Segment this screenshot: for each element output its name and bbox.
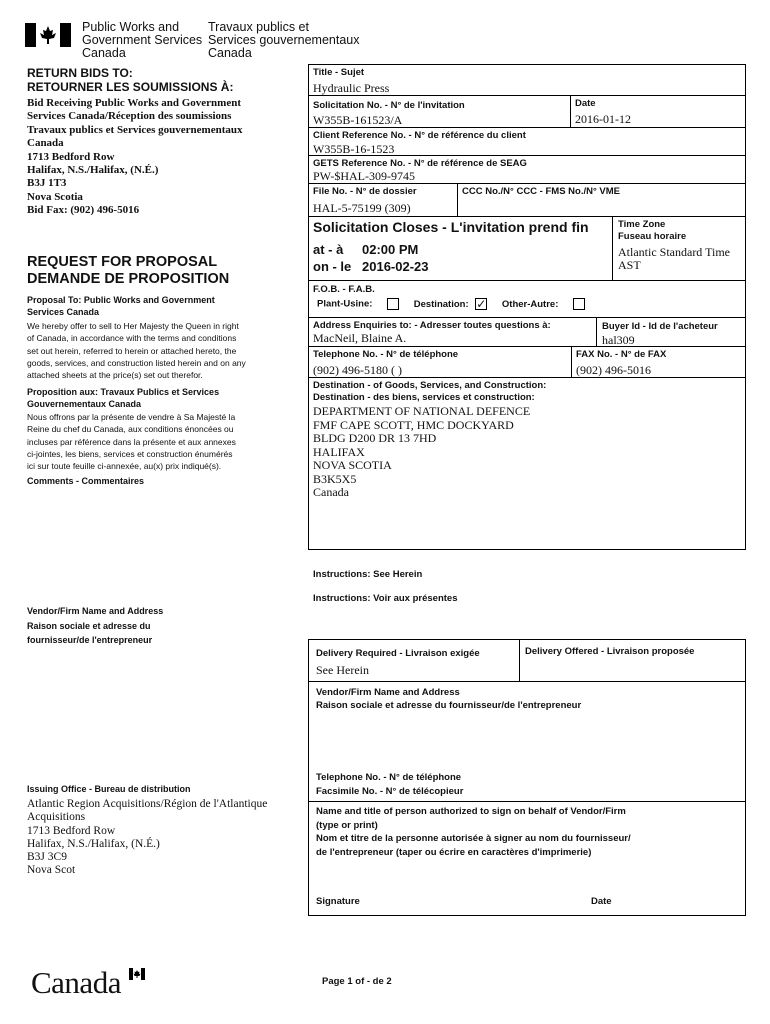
delivery-offered-label: Delivery Offered - Livraison proposée [525, 646, 695, 657]
title-value: Hydraulic Press [313, 81, 390, 95]
signature-label: Signature [316, 896, 360, 907]
fax-label: FAX No. - N° de FAX [576, 349, 667, 360]
department-name-en: Public Works and Government Services Canada [82, 20, 203, 60]
authorized-person-label: Name and title of person authorized to sign on behalf of Vendor/Firm (type or print) Nom et titre de la personne autorisée à signer au nom du fournisseur/ de l'entrepreneur (taper ou écrire en caractères d'imprimerie) [316, 806, 631, 858]
signature-date-label: Date [591, 896, 612, 907]
return-bids-title: RETURN BIDS TO: RETOURNER LES SOUMISSIONS À: [27, 66, 234, 94]
rfp-title: REQUEST FOR PROPOSAL DEMANDE DE PROPOSITION [27, 254, 230, 287]
time-zone-value: Atlantic Standard Time AST [618, 245, 730, 272]
telephone-value: (902) 496-5180 ( ) [313, 363, 402, 377]
vendor-facsimile-label: Facsimile No. - N° de télécopieur [316, 786, 464, 797]
wordmark-flag-icon [129, 968, 145, 980]
solicitation-closes-label: Solicitation Closes - L'invitation prend fin [313, 219, 589, 235]
solicitation-no-value: W355B-161523/A [313, 113, 403, 127]
closes-on-label: on - le [313, 259, 352, 274]
issuing-office-label: Issuing Office - Bureau de distribution [27, 784, 191, 794]
comments-label: Comments - Commentaires [27, 476, 145, 486]
destination-checkbox[interactable] [475, 298, 487, 310]
vendor-telephone-label: Telephone No. - N° de téléphone [316, 772, 462, 783]
file-no-label: File No. - N° de dossier [313, 186, 417, 197]
telephone-label: Telephone No. - N° de téléphone [313, 349, 459, 360]
destination-label: Destination: [413, 298, 469, 310]
time-zone-label: Time Zone Fuseau horaire [618, 219, 687, 242]
fax-value: (902) 496-5016 [576, 363, 651, 377]
closes-time: 02:00 PM [362, 242, 419, 257]
canada-flag-logo [25, 23, 71, 47]
buyer-id-label: Buyer Id - Id de l'acheteur [602, 321, 718, 332]
date-value: 2016-01-12 [575, 112, 631, 126]
canada-wordmark: Canada [31, 965, 121, 1001]
instructions-en: Instructions: See Herein [313, 569, 423, 580]
client-ref-label: Client Reference No. - N° de référence du client [313, 130, 526, 141]
title-label: Title - Sujet [313, 67, 365, 78]
gets-ref-value: PW-$HAL-309-9745 [313, 169, 415, 183]
address-enquiries-label: Address Enquiries to: - Adresser toutes questions à: [313, 320, 551, 331]
delivery-required-value: See Herein [316, 663, 369, 677]
date-label: Date [575, 98, 596, 109]
return-bids-address: Bid Receiving Public Works and Government Services Canada/Réception des soumissions Travaux publics et Services gouvernementaux Canada 1713 Bedford Row Halifax, N.S./Halifax, (N.É.) B3J 1T3 Nova Scotia Bid Fax: (902) 496-5016 [27, 97, 243, 217]
address-enquiries-value: MacNeil, Blaine A. [313, 331, 407, 345]
page-number: Page 1 of - de 2 [322, 976, 392, 987]
instructions-fr: Instructions: Voir aux présentes [313, 593, 458, 604]
proposal-to: Proposal To: Public Works and Government Services Canada [27, 295, 215, 317]
plant-usine-label: Plant-Usine: [317, 298, 373, 310]
department-name-fr: Travaux publics et Services gouvernementaux Canada [208, 20, 360, 60]
other-autre-label: Other-Autre: [501, 298, 559, 310]
solicitation-no-label: Solicitation No. - N° de l'invitation [313, 100, 465, 111]
buyer-id-value: hal309 [602, 333, 635, 347]
vendor-firm-left-label: Vendor/Firm Name and Address Raison sociale et adresse du fournisseur/de l'entrepreneur [27, 606, 164, 645]
checkmark-icon: ✓ [476, 297, 487, 311]
fob-label: F.O.B. - F.A.B. [313, 284, 375, 295]
file-no-value: HAL-5-75199 (309) [313, 201, 411, 215]
proposition-aux: Proposition aux: Travaux Publics et Services Gouvernementaux Canada [27, 387, 220, 409]
gets-ref-label: GETS Reference No. - N° de référence de SEAG [313, 158, 527, 169]
destination-goods-label: Destination - of Goods, Services, and Construction: Destination - des biens, services et construction: [313, 380, 547, 403]
destination-address: DEPARTMENT OF NATIONAL DEFENCE FMF CAPE SCOTT, HMC DOCKYARD BLDG D200 DR 13 7HD HALIFAX NOVA SCOTIA B3K5X5 Canada [313, 404, 531, 499]
vendor-firm-label: Vendor/Firm Name and Address Raison sociale et adresse du fournisseur/de l'entrepreneur [316, 687, 582, 711]
client-ref-value: W355B-16-1523 [313, 142, 395, 156]
closes-date: 2016-02-23 [362, 259, 429, 274]
offer-text-fr: Nous offrons par la présente de vendre à Sa Majesté la Reine du chef du Canada, aux conditions énoncées ou incluses par référence dans la présente et aux annexes ci-jointes, les biens, services et construction énumérés ici sur toute feuille ci-annexée, au(x) prix indiqué(s). [27, 412, 236, 472]
closes-at-label: at - à [313, 242, 344, 257]
delivery-required-label: Delivery Required - Livraison exigée [316, 648, 480, 659]
plant-usine-checkbox[interactable] [387, 298, 399, 310]
fob-options [317, 298, 585, 310]
ccc-no-label: CCC No./N° CCC - FMS No./N° VME [462, 186, 621, 197]
other-autre-checkbox[interactable] [573, 298, 585, 310]
offer-text-en: We hereby offer to sell to Her Majesty the Queen in right of Canada, in accordance with the terms and conditions set out herein, referred to herein or attached hereto, the goods, services, and construction listed herein and on any attached sheets at the price(s) set out therefor. [27, 321, 246, 381]
issuing-office-address: Atlantic Region Acquisitions/Région de l'Atlantique Acquisitions 1713 Bedford Row Halifax, N.S./Halifax, (N.É.) B3J 3C9 Nova Scot [27, 798, 268, 877]
